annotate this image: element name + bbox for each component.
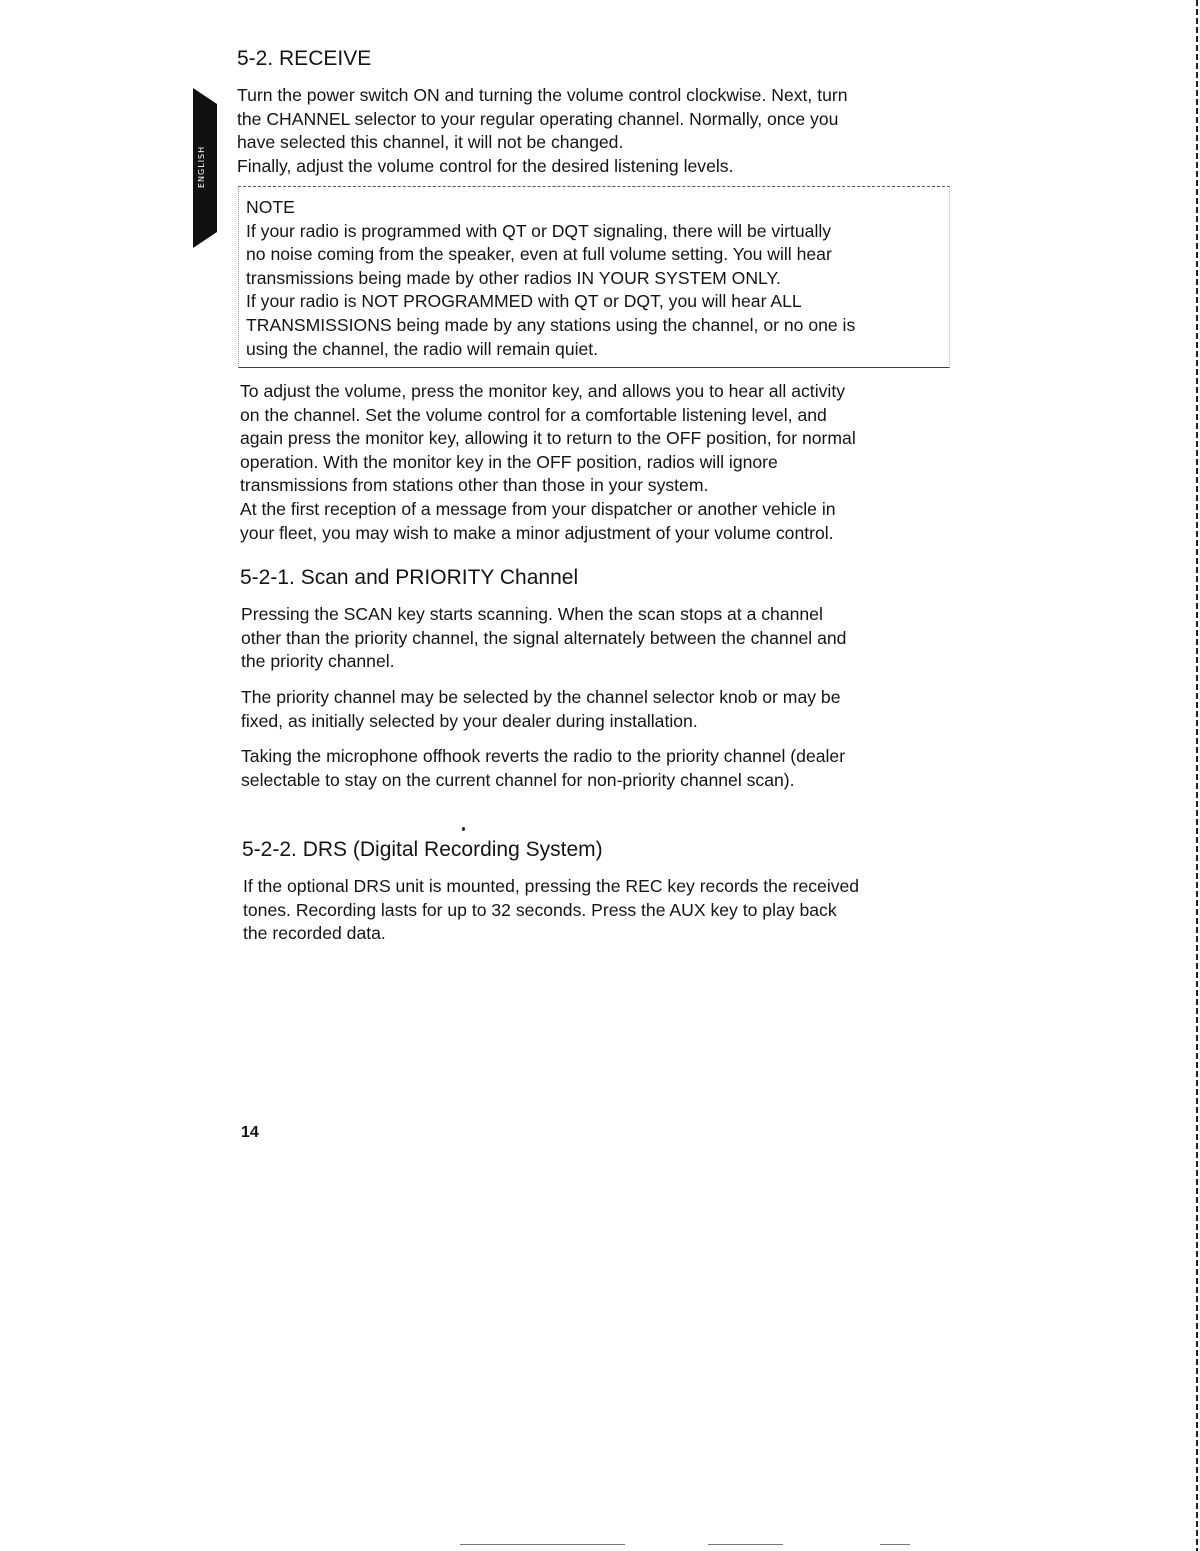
page-number: 14	[241, 1124, 259, 1141]
section-5-2-2-heading: 5-2-2. DRS (Digital Recording System)	[242, 838, 603, 861]
scan-line: Pressing the SCAN key starts scanning. When the scan stops at a channel	[241, 604, 823, 624]
scan-rule	[460, 1544, 625, 1545]
volume-line: transmissions from stations other than those in your system.	[240, 475, 709, 496]
note-title: NOTE	[246, 197, 295, 217]
drs-paragraph	[243, 875, 859, 946]
note-line: TRANSMISSIONS being made by any stations using the channel, or no one is	[246, 314, 856, 335]
drs-line: tones. Recording lasts for up to 32 seconds. Press the AUX key to play back	[243, 899, 837, 920]
volume-paragraph	[240, 380, 856, 545]
note-line: using the channel, the radio will remain quiet.	[246, 338, 599, 359]
receive-line: Turn the power switch ON and turning the volume control clockwise. Next, turn	[237, 85, 848, 105]
volume-line: operation. With the monitor key in the OFF position, radios will ignore	[240, 451, 778, 472]
scan-edge-marks	[1196, 0, 1198, 1551]
receive-line: the CHANNEL selector to your regular operating channel. Normally, once you	[237, 108, 839, 129]
section-5-2-heading: 5-2. RECEIVE	[237, 47, 372, 70]
scan-speck	[462, 827, 465, 831]
language-tab-label: ENGLISH	[197, 145, 206, 189]
receive-line: Finally, adjust the volume control for the desired listening levels.	[237, 155, 734, 176]
note-line: If your radio is NOT PROGRAMMED with QT or DQT, you will hear ALL	[246, 291, 802, 312]
volume-line: To adjust the volume, press the monitor key, and allows you to hear all activity	[240, 381, 845, 401]
receive-line: have selected this channel, it will not be changed.	[237, 132, 624, 153]
scan-rule	[880, 1544, 910, 1545]
note-content	[246, 196, 855, 361]
volume-line: on the channel. Set the volume control for a comfortable listening level, and	[240, 404, 827, 425]
scan-paragraph-3	[241, 745, 845, 792]
volume-line: your fleet, you may wish to make a minor adjustment of your volume control.	[240, 522, 834, 543]
drs-line: the recorded data.	[243, 923, 386, 944]
volume-line: At the first reception of a message from your dispatcher or another vehicle in	[240, 498, 836, 519]
scan-line: fixed, as initially selected by your dealer during installation.	[241, 710, 698, 731]
scan-paragraph-1	[241, 603, 846, 674]
scan-line: selectable to stay on the current channel for non-priority channel scan).	[241, 769, 795, 790]
note-line: transmissions being made by other radios IN YOUR SYSTEM ONLY.	[246, 267, 781, 288]
receive-paragraph	[237, 84, 848, 178]
scan-line: Taking the microphone offhook reverts the radio to the priority channel (dealer	[241, 746, 846, 766]
scan-line: The priority channel may be selected by the channel selector knob or may be	[241, 687, 841, 707]
volume-line: again press the monitor key, allowing it to return to the OFF position, for normal	[240, 428, 856, 449]
section-5-2-1-heading: 5-2-1. Scan and PRIORITY Channel	[240, 566, 579, 589]
note-line: no noise coming from the speaker, even at full volume setting. You will hear	[246, 244, 832, 265]
scan-paragraph-2	[241, 686, 841, 733]
scan-rule	[708, 1544, 783, 1545]
note-line: If your radio is programmed with QT or DQT signaling, there will be virtually	[246, 220, 832, 241]
drs-line: If the optional DRS unit is mounted, pressing the REC key records the received	[243, 876, 860, 896]
scan-line: other than the priority channel, the signal alternately between the channel and	[241, 627, 847, 648]
scan-line: the priority channel.	[241, 651, 395, 672]
